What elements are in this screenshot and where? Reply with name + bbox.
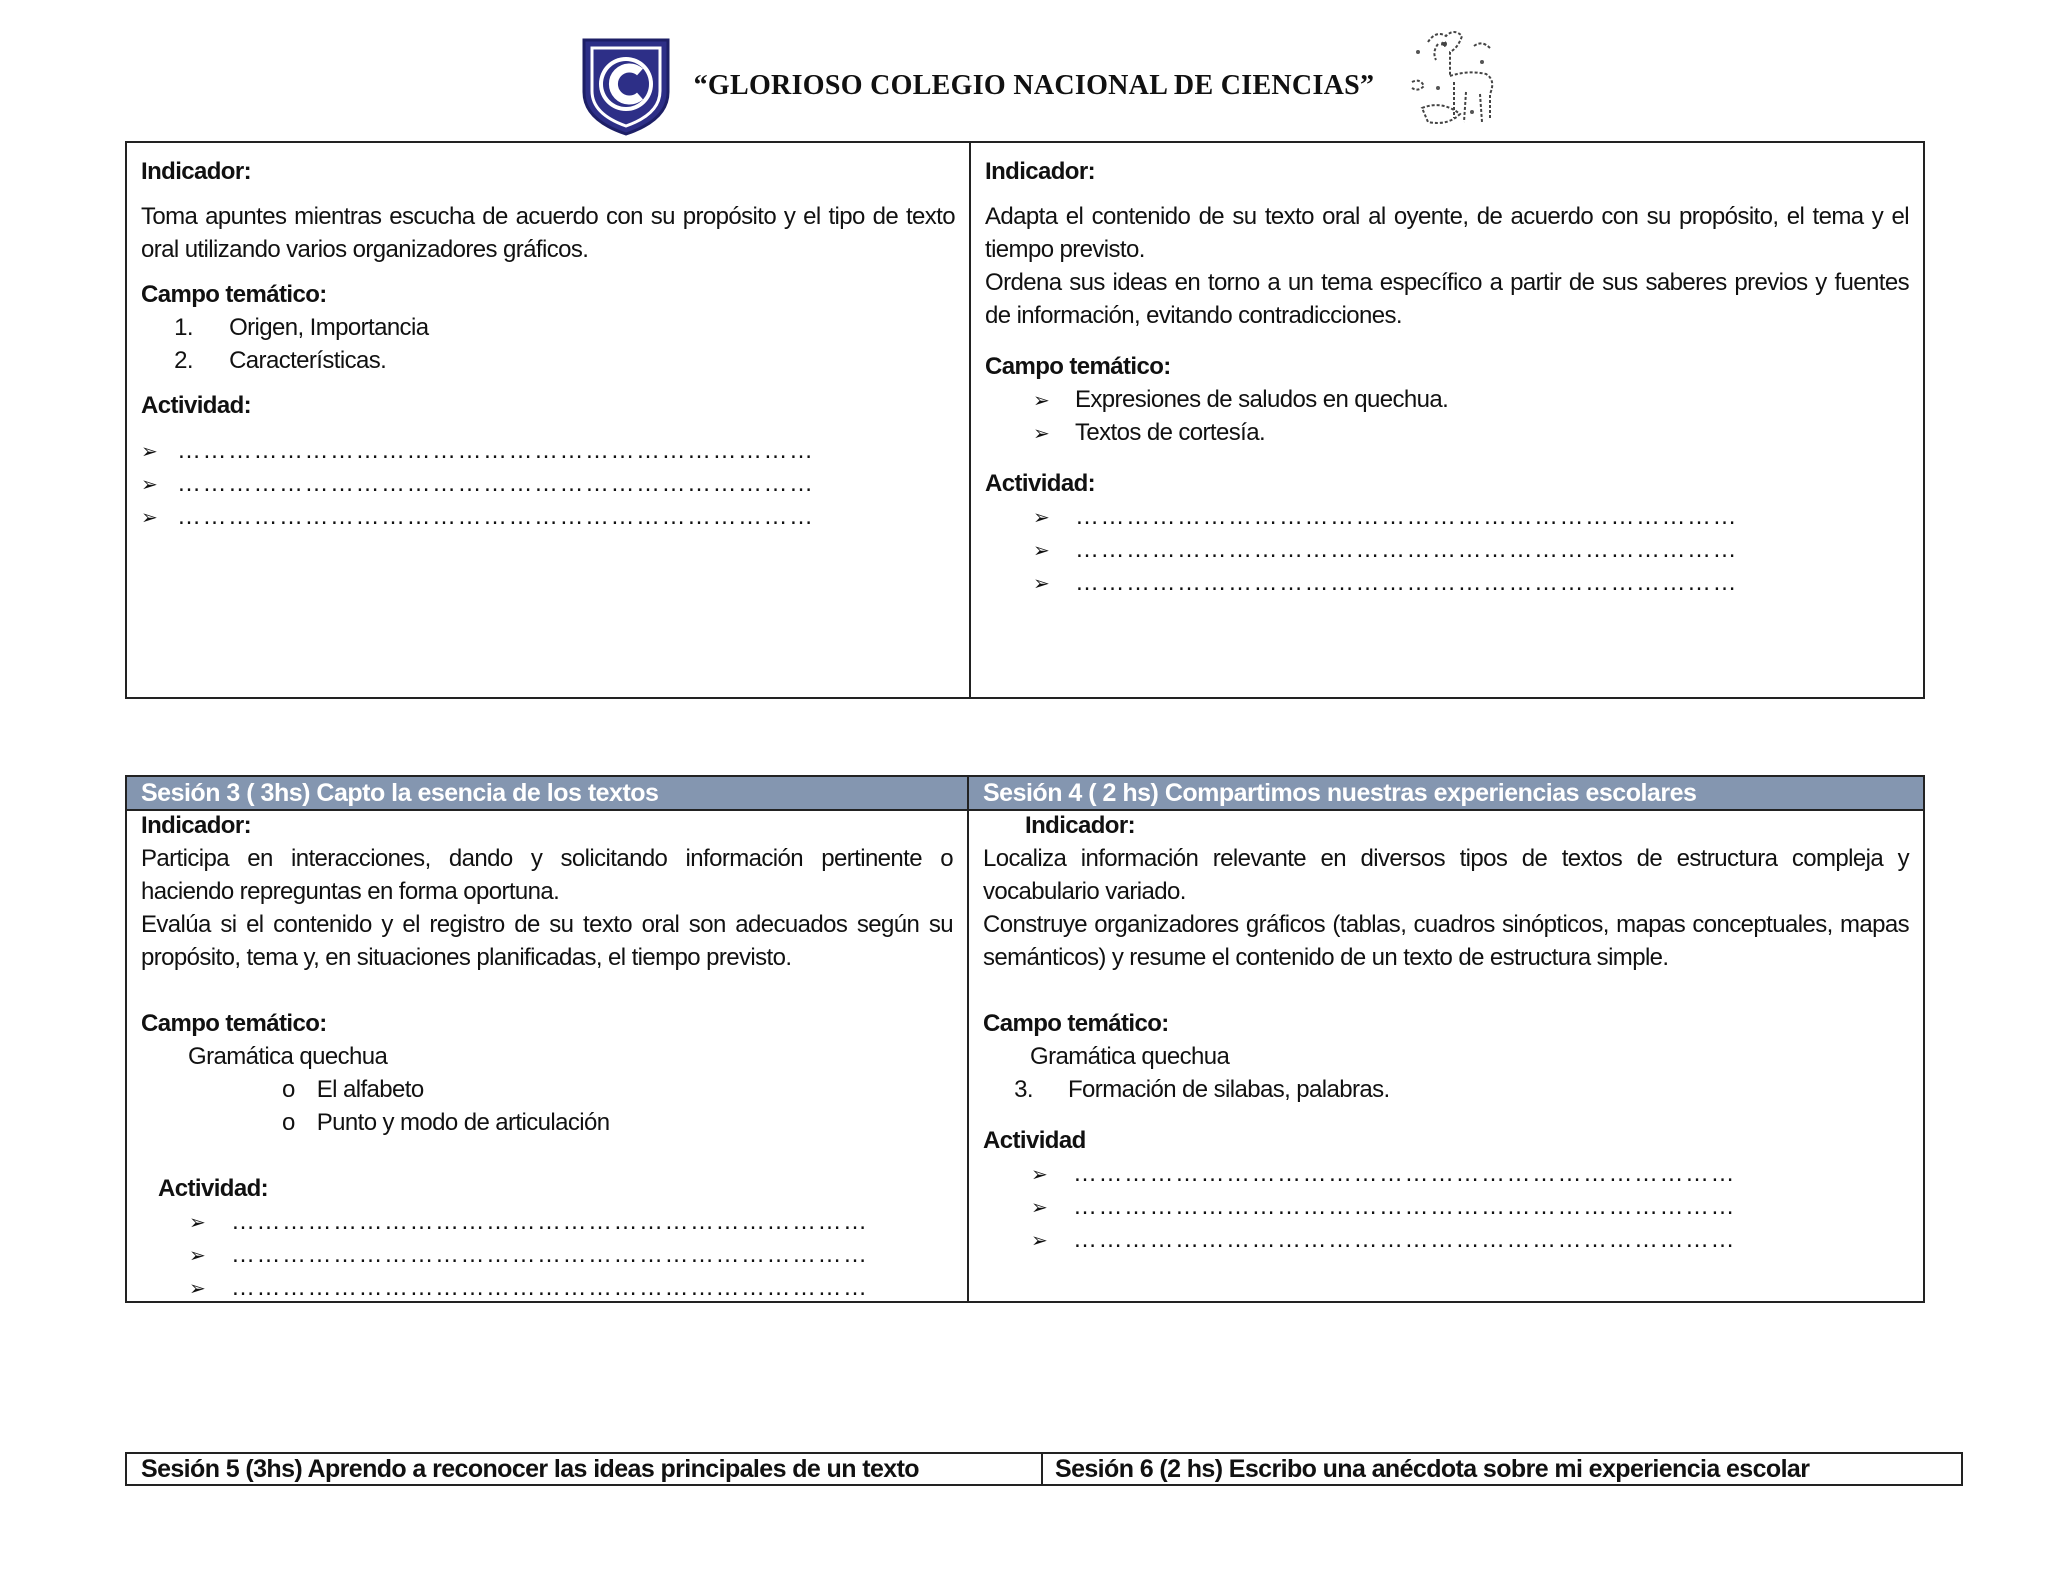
blank-line: ………………………………………………………………… bbox=[231, 1241, 869, 1268]
campo-tematico-label: Campo temático: bbox=[141, 1010, 327, 1037]
campo-subtitle: Gramática quechua bbox=[1030, 1043, 1230, 1070]
session-header-row bbox=[127, 777, 1923, 811]
indicador-text: Toma apuntes mientras escucha de acuerdo con su propósito y el tipo de texto oral utilizando varios organizadores gráficos. bbox=[141, 203, 955, 263]
list-item bbox=[1033, 383, 1909, 416]
arrow-bullet-icon: ➢ bbox=[1033, 507, 1050, 529]
table2-right-cell bbox=[969, 809, 1923, 1301]
table1-right-cell bbox=[971, 143, 1923, 697]
session-6-header: Sesión 6 (2 hs) Escribo una anécdota sobre mi experiencia escolar bbox=[1055, 1455, 1810, 1483]
list-item bbox=[141, 500, 955, 533]
list-item bbox=[189, 1238, 953, 1271]
table-sessions-3-4 bbox=[125, 775, 1925, 1303]
indicador-label: Indicador: bbox=[1025, 812, 1136, 839]
list-item bbox=[189, 1271, 953, 1304]
blank-line: ………………………………………………………………… bbox=[231, 1208, 869, 1235]
arrow-bullet-icon: ➢ bbox=[141, 474, 158, 496]
arrow-bullet-icon: ➢ bbox=[189, 1245, 206, 1267]
list-item bbox=[1033, 500, 1909, 533]
llama-mascot-icon bbox=[1398, 22, 1500, 134]
actividad-list bbox=[1033, 500, 1909, 599]
blank-line: ………………………………………………………………… bbox=[231, 1274, 869, 1301]
table-sessions-1-2 bbox=[125, 141, 1925, 699]
list-text: Punto y modo de articulación bbox=[316, 1109, 610, 1136]
list-item bbox=[141, 467, 955, 500]
arrow-bullet-icon: ➢ bbox=[1031, 1197, 1048, 1219]
arrow-bullet-icon: ➢ bbox=[1031, 1230, 1048, 1252]
blank-line: …………………………………………………………………… bbox=[1073, 1193, 1736, 1220]
table-sessions-5-6 bbox=[125, 1452, 1963, 1486]
list-item bbox=[1031, 1223, 1909, 1256]
indicador-text: Construye organizadores gráficos (tablas, cuadros sinópticos, mapas conceptuales, mapas semánticos) y resume el contenido de un texto de estructura simple. bbox=[983, 911, 1909, 971]
school-logo bbox=[578, 34, 674, 138]
table1-left-cell bbox=[127, 143, 971, 697]
blank-line: ………………………………………………………………… bbox=[177, 503, 815, 530]
list-number: 1. bbox=[174, 314, 193, 341]
arrow-bullet-icon: ➢ bbox=[1033, 540, 1050, 562]
indicador-text: Evalúa si el contenido y el registro de su texto oral son adecuados según su propósito, tema y, en situaciones planificadas, el tiempo previsto. bbox=[141, 911, 953, 971]
list-item bbox=[983, 1073, 1909, 1106]
campo-list bbox=[1033, 383, 1909, 449]
arrow-bullet-icon: ➢ bbox=[141, 441, 158, 463]
blank-line: …………………………………………………………………… bbox=[1073, 1160, 1736, 1187]
indicador-label: Indicador: bbox=[985, 158, 1096, 185]
list-item bbox=[141, 1073, 953, 1106]
session-4-header: Sesión 4 ( 2 hs) Compartimos nuestras experiencias escolares bbox=[983, 779, 1697, 807]
list-item bbox=[1031, 1157, 1909, 1190]
list-item bbox=[189, 1205, 953, 1238]
list-item bbox=[141, 1106, 953, 1139]
school-name: “GLORIOSO COLEGIO NACIONAL DE CIENCIAS” bbox=[693, 70, 1375, 101]
indicador-text: Localiza información relevante en diversos tipos de textos de estructura compleja y vocabulario variado. bbox=[983, 845, 1909, 905]
list-text: Expresiones de saludos en quechua. bbox=[1075, 386, 1449, 413]
blank-line: …………………………………………………………………… bbox=[1075, 569, 1738, 596]
actividad-list bbox=[189, 1205, 953, 1304]
campo-tematico-label: Campo temático: bbox=[141, 281, 327, 308]
list-text: Formación de silabas, palabras. bbox=[1068, 1076, 1390, 1103]
blank-line: …………………………………………………………………… bbox=[1075, 536, 1738, 563]
actividad-label: Actividad: bbox=[158, 1175, 269, 1202]
list-item bbox=[141, 344, 955, 377]
list-number: 3. bbox=[1014, 1076, 1033, 1103]
arrow-bullet-icon: ➢ bbox=[189, 1212, 206, 1234]
shield-c-logo-icon bbox=[578, 34, 674, 138]
list-item bbox=[1033, 566, 1909, 599]
table2-left-cell bbox=[127, 809, 969, 1301]
list-text: Origen, Importancia bbox=[229, 314, 429, 341]
blank-line: …………………………………………………………………… bbox=[1073, 1226, 1736, 1253]
session-5-header: Sesión 5 (3hs) Aprendo a reconocer las ideas principales de un texto bbox=[141, 1455, 919, 1483]
actividad-list bbox=[141, 434, 955, 533]
arrow-bullet-icon: ➢ bbox=[1033, 423, 1050, 445]
indicador-label: Indicador: bbox=[141, 812, 252, 839]
list-item bbox=[141, 434, 955, 467]
circle-bullet-icon: o bbox=[282, 1076, 295, 1103]
campo-tematico-label: Campo temático: bbox=[983, 1010, 1169, 1037]
list-text: Textos de cortesía. bbox=[1075, 419, 1266, 446]
session-3-header: Sesión 3 ( 3hs) Capto la esencia de los textos bbox=[141, 779, 659, 807]
mascot-image bbox=[1398, 22, 1500, 134]
indicador-label: Indicador: bbox=[141, 158, 252, 185]
arrow-bullet-icon: ➢ bbox=[1031, 1164, 1048, 1186]
list-number: 2. bbox=[174, 347, 193, 374]
circle-bullet-icon: o bbox=[282, 1109, 295, 1136]
arrow-bullet-icon: ➢ bbox=[141, 507, 158, 529]
list-text: El alfabeto bbox=[316, 1076, 424, 1103]
list-item bbox=[141, 311, 955, 344]
campo-list bbox=[141, 311, 955, 377]
arrow-bullet-icon: ➢ bbox=[1033, 573, 1050, 595]
actividad-list bbox=[1031, 1157, 1909, 1256]
actividad-label: Actividad: bbox=[985, 470, 1096, 497]
arrow-bullet-icon: ➢ bbox=[1033, 390, 1050, 412]
arrow-bullet-icon: ➢ bbox=[189, 1278, 206, 1300]
list-text: Características. bbox=[229, 347, 387, 374]
list-item bbox=[1031, 1190, 1909, 1223]
blank-line: ………………………………………………………………… bbox=[177, 437, 815, 464]
indicador-text: Participa en interacciones, dando y solicitando información pertinente o haciendo repreguntas en forma oportuna. bbox=[141, 845, 953, 905]
indicador-text: Adapta el contenido de su texto oral al oyente, de acuerdo con su propósito, el tema y el tiempo previsto. bbox=[985, 203, 1909, 263]
header-divider bbox=[967, 777, 969, 809]
indicador-text: Ordena sus ideas en torno a un tema específico a partir de sus saberes previos y fuentes de información, evitando contradicciones. bbox=[985, 269, 1909, 329]
blank-line: …………………………………………………………………… bbox=[1075, 503, 1738, 530]
table3-divider bbox=[1041, 1454, 1043, 1484]
campo-subtitle: Gramática quechua bbox=[188, 1043, 388, 1070]
list-item bbox=[1033, 533, 1909, 566]
actividad-label: Actividad bbox=[983, 1127, 1086, 1154]
campo-tematico-label: Campo temático: bbox=[985, 353, 1171, 380]
actividad-label: Actividad: bbox=[141, 392, 252, 419]
blank-line: ………………………………………………………………… bbox=[177, 470, 815, 497]
list-item bbox=[1033, 416, 1909, 449]
